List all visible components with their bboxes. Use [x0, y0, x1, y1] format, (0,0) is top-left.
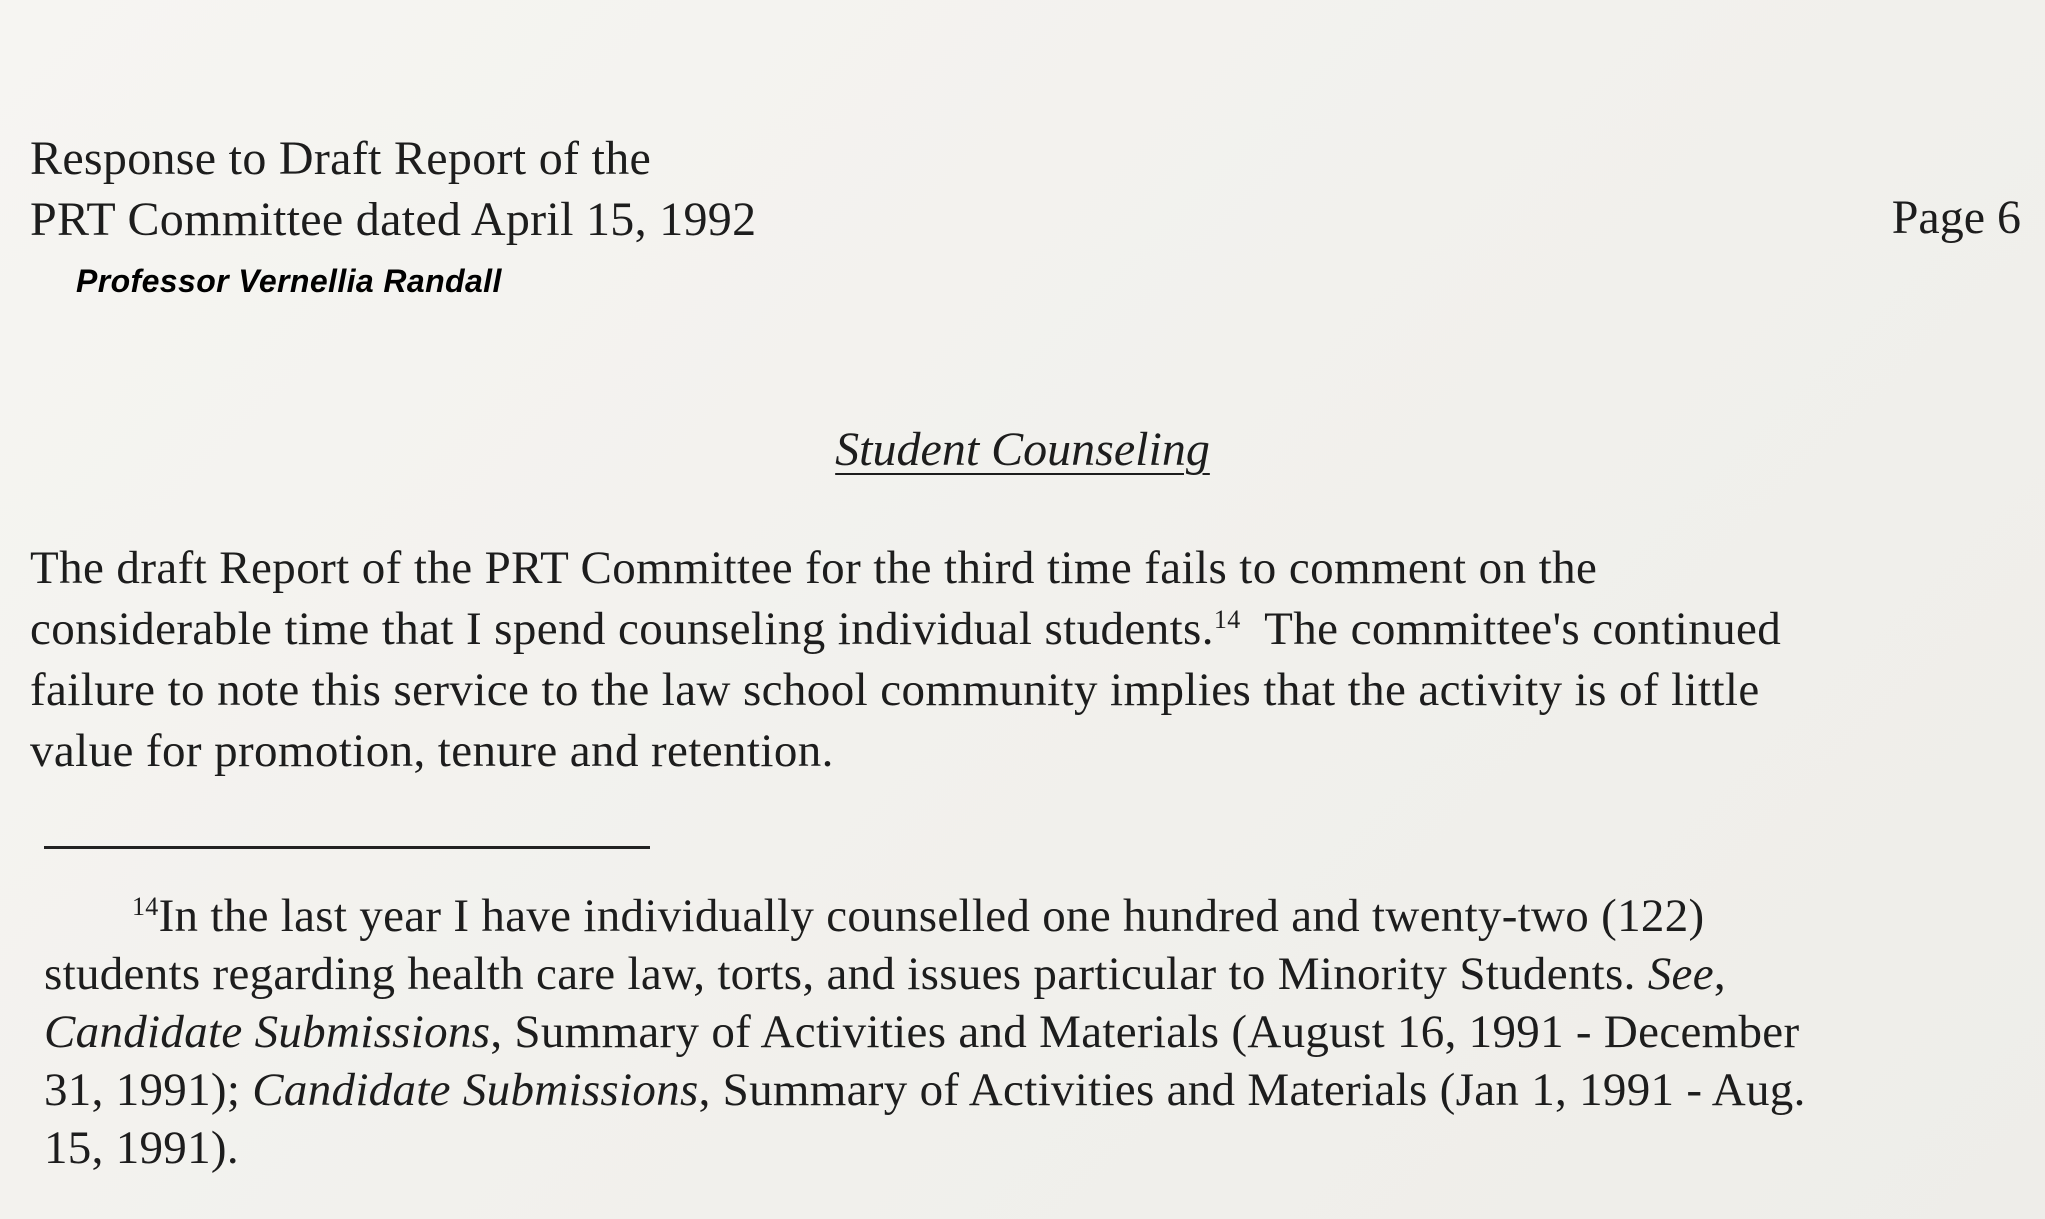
footnote-line-text: 31, 1991);	[44, 1064, 253, 1116]
footnote-line-text: , Summary of Activities and Materials (Jan 1, 1991 - Aug.	[698, 1064, 1806, 1116]
footnote	[44, 887, 2004, 1177]
see-signal: See	[1647, 948, 1714, 1000]
footnote-reference: 14	[1213, 605, 1241, 634]
footnote-line-text: In the last year I have individually counselled one hundred and twenty-two (122)	[158, 890, 1705, 942]
footnote-line-text: students regarding health care law, torts, and issues particular to Minority Students.	[44, 948, 1648, 1000]
footnote-line	[44, 945, 2004, 1003]
footnote-line: 15, 1991).	[44, 1122, 239, 1174]
footnote-line	[44, 1003, 2004, 1061]
citation-title: Candidate Submissions	[44, 1006, 491, 1058]
footnote-marker: 14	[132, 892, 159, 921]
body-line	[30, 599, 2010, 660]
citation-title: Candidate Submissions	[252, 1064, 699, 1116]
section-title-text: Student Counseling	[835, 423, 1210, 476]
body-line: The draft Report of the PRT Committee for the third time fails to comment on the	[30, 542, 1598, 594]
page-number: Page 6	[1891, 191, 2021, 244]
body-line: value for promotion, tenure and retention.	[30, 725, 834, 777]
document-header	[30, 128, 756, 250]
body-line: failure to note this service to the law school community implies that the activity is of little	[30, 664, 1760, 716]
body-line-text: considerable time that I spend counseling individual students.	[30, 603, 1214, 655]
footnote-divider	[44, 846, 650, 849]
body-line-text: The committee's continued	[1240, 603, 1782, 655]
footnote-line	[44, 1061, 2004, 1119]
header-line-1: Response to Draft Report of the	[30, 132, 652, 185]
section-title	[0, 422, 2045, 477]
author-name: Professor Vernellia Randall	[76, 263, 502, 299]
footnote-line-text: ,	[1713, 948, 1726, 1000]
body-paragraph	[30, 538, 2010, 782]
footnote-line	[44, 887, 2004, 945]
header-line-2: PRT Committee dated April 15, 1992	[30, 193, 757, 246]
footnote-line-text: , Summary of Activities and Materials (August 16, 1991 - December	[490, 1006, 1800, 1058]
